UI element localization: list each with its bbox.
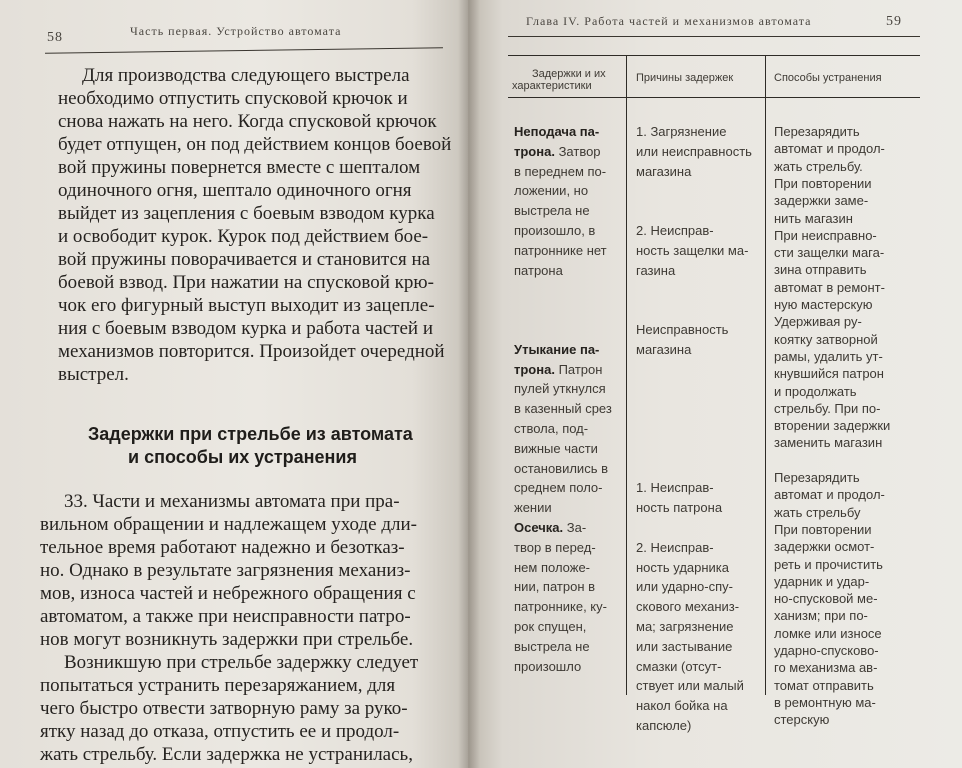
text-line: ятку назад до отказа, отпустить ее и продол- xyxy=(40,721,400,742)
table-cell-line: ность защелки ма- xyxy=(636,242,749,258)
table-cell-line: произошло, в xyxy=(514,223,596,238)
text-line: мов, износа частей и небрежного обращения с xyxy=(40,583,416,604)
table-cell-line: При повторении xyxy=(774,521,872,537)
text-line: автоматом, а также при неисправности патро- xyxy=(40,606,411,627)
table-cell-line: твор в перед- xyxy=(514,539,596,555)
table-cell-line: капсюле) xyxy=(636,718,692,733)
table-cell-line: трона. Патрон xyxy=(514,361,603,377)
text-line: выстрел. xyxy=(58,364,129,385)
table-cell-line: ствола, под- xyxy=(514,421,589,436)
text-line: выйдет из зацепления с боевым взводом курка xyxy=(58,203,435,224)
table-cell-line: ударно-спусково- xyxy=(774,643,879,658)
table-cell-line: жать стрельбу xyxy=(774,504,861,520)
left-page-number: 58 xyxy=(47,30,63,45)
text-line: одиночного огня, шептало одиночного огня xyxy=(58,180,412,201)
text-line: чего быстро отвести затворную раму за руко- xyxy=(40,698,408,719)
table-cell-line: ударник и удар- xyxy=(774,573,870,589)
table-cell-line: Удерживая ру- xyxy=(774,314,862,330)
table-cell-line: 1. Неисправ- xyxy=(636,480,714,496)
table-cell-line: ложении, но xyxy=(514,183,589,199)
left-header-rule xyxy=(45,47,443,54)
table-cell-line: томат отправить xyxy=(774,677,874,693)
text-line: Возникшую при стрельбе задержку следует xyxy=(64,652,419,673)
table-cell-line: пулей уткнулся xyxy=(514,381,606,397)
heading-line: и способы их устранения xyxy=(128,447,357,467)
text-line: необходимо отпустить спусковой крючок и xyxy=(58,88,408,109)
column-divider-2 xyxy=(765,55,766,695)
col3-header: Способы устранения xyxy=(774,72,882,84)
table-cell-line: Неподача па- xyxy=(514,124,600,139)
table-cell-line: выстрела не xyxy=(514,638,590,654)
table-top-rule xyxy=(508,55,920,56)
table-cell-line: ствует или малый xyxy=(636,678,744,694)
table-cell-line: 2. Неисправ- xyxy=(636,539,714,555)
table-cell-line: выстрела не xyxy=(514,203,590,219)
table-cell-line: автомат и продол- xyxy=(774,487,885,503)
table-cell-line: Перезарядить xyxy=(774,470,860,485)
table-cell-line: рамы, удалить ут- xyxy=(774,348,883,364)
table-cell-line: стерскую xyxy=(774,712,830,728)
table-cell-line: стрельбу. При по- xyxy=(774,400,881,416)
table-cell-line: в переднем по- xyxy=(514,163,607,179)
book-gutter xyxy=(458,0,480,768)
table-header-rule xyxy=(508,97,920,98)
text-line: механизмов повторится. Произойдет очередной xyxy=(58,341,445,362)
table-cell-line: накол бойка на xyxy=(636,698,728,714)
table-cell-line: вторении задержки xyxy=(774,418,891,434)
table-cell-line: нии, патрон в xyxy=(514,579,596,595)
table-cell-line: магазина xyxy=(636,341,692,357)
table-cell-line: коятку затворной xyxy=(774,331,878,347)
table-cell-line: нить магазин xyxy=(774,210,853,226)
table-cell-line: Неисправность xyxy=(636,322,729,337)
text-line: нов могут возникнуть задержки при стрельбе. xyxy=(40,629,414,650)
table-cell-line: При неисправно- xyxy=(774,227,877,243)
table-cell-line: 2. Неисправ- xyxy=(636,223,714,238)
text-line: снова нажать на него. Когда спусковой крючок xyxy=(58,111,437,132)
right-header-rule xyxy=(508,36,920,37)
text-line: боевой взвод. При нажатии на спусковой крю- xyxy=(58,272,434,293)
table-cell-line: скового механиз- xyxy=(636,599,740,615)
right-page xyxy=(468,0,962,768)
table-cell-line: ханизм; при по- xyxy=(774,608,868,624)
table-cell-line: Утыкание па- xyxy=(514,341,600,357)
table-cell-line: зина отправить xyxy=(774,262,867,278)
col1-header-line: характеристики xyxy=(512,80,592,92)
table-cell-line: или ударно-спу- xyxy=(636,579,733,595)
table-cell-line: ломке или износе xyxy=(774,625,882,641)
table-cell-line: в ремонтную ма- xyxy=(774,694,876,710)
table-cell-line: ность патрона xyxy=(636,500,723,516)
table-cell-line: магазина xyxy=(636,163,692,179)
table-cell-line: или застывание xyxy=(636,638,733,654)
table-cell-line: заменить магазин xyxy=(774,435,883,451)
left-page-header: Часть первая. Устройство автомата xyxy=(130,24,342,38)
table-cell-line: произошло xyxy=(514,658,582,674)
right-page-header: Глава IV. Работа частей и механизмов автомата xyxy=(526,14,812,28)
table-cell-line: задержки заме- xyxy=(774,193,869,209)
table-cell-line: жении xyxy=(514,500,552,516)
table-cell-line: вижные части xyxy=(514,440,598,456)
text-line: вой пружины повернется вместе с шепталом xyxy=(58,157,421,178)
heading-line: Задержки при стрельбе из автомата xyxy=(88,424,413,444)
table-cell-line: ную мастерскую xyxy=(774,297,873,312)
text-line: вильном обращении и надлежащем уходе дли- xyxy=(40,514,418,535)
col1-header-line: Задержки и их xyxy=(532,68,606,80)
table-cell-line: трона. Затвор xyxy=(514,143,601,159)
table-cell-line: При повторении xyxy=(774,175,872,191)
table-cell-line: Перезарядить xyxy=(774,124,860,139)
text-line: и освободит курок. Курок под действием бое- xyxy=(58,226,429,247)
text-line: будет отпущен, он под действием концов боевой xyxy=(58,134,452,155)
table-cell-line: или неисправность xyxy=(636,143,752,159)
text-line: но. Однако в результате загрязнения механиз- xyxy=(40,560,411,581)
table-cell-line: автомат в ремонт- xyxy=(774,279,885,295)
table-cell-line: остановились в xyxy=(514,460,608,476)
table-cell-line: патроннике, ку- xyxy=(514,599,607,615)
table-cell-line: рок спущен, xyxy=(514,619,587,634)
table-cell-line: го механизма ав- xyxy=(774,660,878,676)
text-line: чок его фигурный выступ выходит из зацепле- xyxy=(58,295,435,316)
text-line: ния с боевым взводом курка и работа частей и xyxy=(58,318,434,339)
text-line: Для производства следующего выстрела xyxy=(82,65,410,86)
text-line: попытаться устранить перезаряжанием, для xyxy=(40,675,396,696)
right-page-number: 59 xyxy=(886,14,902,29)
text-line: тельное время работают надежно и безотказ- xyxy=(40,537,405,558)
table-cell-line: кнувшийся патрон xyxy=(774,366,884,382)
table-cell-line: Осечка. За- xyxy=(514,520,587,535)
table-cell-line: задержки осмот- xyxy=(774,539,875,555)
left-page xyxy=(0,0,468,768)
text-line: 33. Части и механизмы автомата при пра- xyxy=(64,491,400,512)
text-line: жать стрельбу. Если задержка не устранилась, xyxy=(40,744,413,765)
table-cell-line: патрона xyxy=(514,262,563,278)
table-cell-line: нем положе- xyxy=(514,559,591,575)
table-cell-line: ность ударника xyxy=(636,559,730,575)
table-cell-line: смазки (отсут- xyxy=(636,658,722,674)
table-cell-line: 1. Загрязнение xyxy=(636,124,727,139)
table-cell-line: сти защелки мага- xyxy=(774,245,885,261)
table-cell-line: патроннике нет xyxy=(514,242,607,258)
table-cell-line: но-спусковой ме- xyxy=(774,591,878,607)
table-cell-line: реть и прочистить xyxy=(774,556,883,572)
table-cell-line: ма; загрязнение xyxy=(636,619,734,634)
table-cell-line: жать стрельбу. xyxy=(774,158,863,174)
text-line: вой пружины поворачивается и становится на xyxy=(58,249,431,270)
col2-header: Причины задержек xyxy=(636,72,734,84)
column-divider-1 xyxy=(626,55,627,695)
table-cell-line: автомат и продол- xyxy=(774,141,885,157)
table-cell-line: газина xyxy=(636,262,676,278)
table-cell-line: и продолжать xyxy=(774,383,857,399)
table-cell-line: в казенный срез xyxy=(514,401,612,417)
table-cell-line: среднем поло- xyxy=(514,480,603,496)
